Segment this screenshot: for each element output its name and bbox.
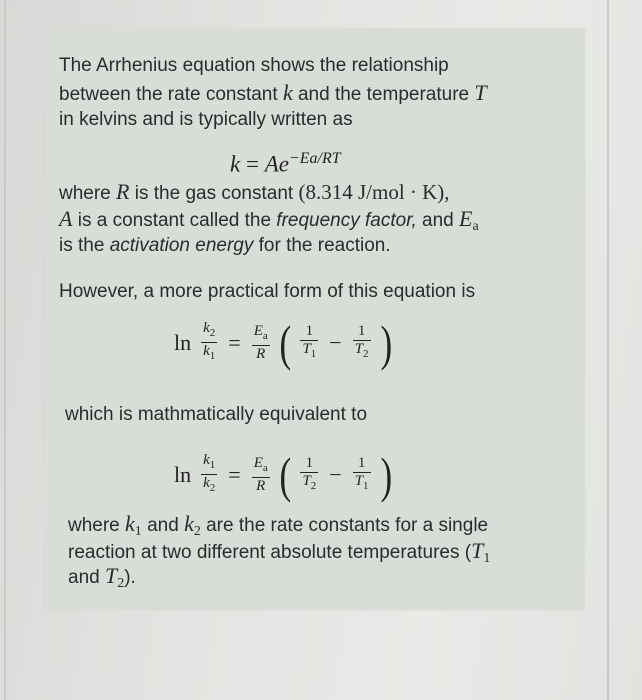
t1-subscript: 1 [483, 551, 491, 566]
eq2-den-sub: 1 [209, 350, 216, 362]
arrhenius-equation [230, 150, 341, 178]
eq3-den-sub: 2 [209, 482, 216, 494]
eq2-inv-temp-a [300, 323, 318, 363]
eq1-exponent: −Ea/RT [288, 150, 341, 167]
k1-subscript: 1 [134, 524, 142, 539]
paragraph-equivalent [65, 401, 367, 428]
final-rest-text: are the rate constants for a single [200, 515, 489, 536]
eq3-tb-sub: 1 [363, 479, 369, 492]
eq2-ln: ln [174, 329, 192, 355]
eq3-one-a: 1 [300, 455, 318, 473]
intro-text-3: in kelvins and is typically written as [59, 109, 353, 130]
eq2-right-paren: ) [380, 314, 392, 371]
eq2-num-sub: 2 [209, 327, 216, 339]
is-the-text: is the [59, 235, 110, 256]
activation-energy-term: activation energy [109, 235, 254, 256]
paragraph-intro-line3 [59, 106, 353, 133]
k1-symbol: k [125, 511, 135, 536]
eq2-ea-over-r [252, 323, 270, 363]
activation-energy-symbol: E [459, 206, 473, 231]
eq2-r: R [256, 345, 266, 362]
eq1-lhs: k [230, 151, 241, 177]
eq2-minus: − [329, 329, 342, 355]
eq2-left-paren: ( [279, 314, 291, 371]
gas-constant-text: is the gas constant [129, 183, 299, 204]
paragraph-intro-line1 [59, 52, 449, 79]
eq2-ta: T [302, 340, 311, 357]
equivalent-text: which is mathmatically equivalent to [65, 404, 368, 425]
final-and-text: and [141, 515, 185, 536]
for-reaction-text: for the reaction. [253, 235, 391, 256]
eq3-equals: = [228, 461, 241, 487]
eq3-r: R [256, 477, 266, 494]
eq3-minus: − [329, 461, 342, 487]
paragraph-final-line3 [68, 562, 136, 597]
gas-constant-symbol: R [116, 179, 130, 204]
and-text: and [416, 210, 460, 231]
intro-text-2b: and the temperature [292, 84, 475, 105]
intro-text-2a: between the rate constant [59, 84, 283, 105]
eq3-inv-temp-a [300, 455, 318, 495]
gas-constant-value: (8.314 J/mol · K), [298, 180, 450, 204]
eq3-left-paren: ( [279, 446, 291, 503]
eq3-ea-e: E [253, 454, 263, 471]
paragraph-practical-form [59, 278, 475, 305]
paragraph-intro-line2 [59, 79, 487, 108]
content-card [44, 28, 585, 610]
eq3-ta-sub: 2 [310, 479, 317, 492]
frequency-factor-symbol: A [59, 206, 73, 231]
eq2-tb-sub: 2 [363, 347, 369, 360]
where-text: where [59, 183, 117, 204]
eq3-ea-over-r [252, 455, 270, 495]
eq3-ta: T [302, 472, 311, 489]
eq3-den-k: k [203, 475, 210, 491]
factor-pre-text: is a constant called the [72, 210, 277, 231]
t2-symbol: T [104, 563, 118, 588]
equation-log-form-1 [174, 314, 394, 371]
eq1-rhs: Ae [264, 151, 289, 177]
background-line-left [4, 0, 6, 700]
final-line3-pre: and [68, 567, 105, 588]
practical-form-text: However, a more practical form of this equation is [59, 281, 476, 302]
final-line3-post: ). [124, 567, 136, 588]
temperature-symbol: T [474, 80, 487, 105]
equation-log-form-2 [174, 446, 394, 503]
eq3-ratio [201, 452, 217, 497]
eq2-den-k: k [203, 343, 210, 359]
final-where-text: where [68, 515, 126, 536]
eq2-ta-sub: 1 [310, 347, 317, 360]
eq3-right-paren: ) [380, 446, 392, 503]
frequency-factor-term: frequency factor, [276, 210, 417, 231]
eq3-tb: T [354, 472, 364, 489]
eq2-ratio [201, 320, 217, 365]
eq3-num-k: k [203, 452, 210, 468]
eq2-one-b: 1 [353, 323, 371, 341]
intro-text-1: The Arrhenius equation shows the relationship [59, 55, 449, 76]
t1-symbol: T [471, 538, 484, 563]
paragraph-where-line1 [59, 178, 450, 207]
rate-constant-symbol: k [282, 80, 293, 105]
eq2-num-k: k [203, 320, 210, 336]
eq1-equals: = [245, 151, 259, 177]
final-line2-text: reaction at two different absolute temperatures ( [68, 542, 472, 563]
paragraph-where-line3 [59, 232, 391, 259]
eq2-tb: T [354, 340, 364, 357]
eq3-num-sub: 1 [209, 459, 216, 471]
eq2-one-a: 1 [300, 323, 318, 341]
t2-subscript: 2 [117, 576, 125, 591]
eq2-ea-e: E [253, 322, 263, 339]
eq3-inv-temp-b [353, 455, 371, 495]
activation-energy-subscript: a [472, 219, 479, 234]
eq3-ln: ln [174, 461, 192, 487]
k2-symbol: k [184, 511, 194, 536]
eq3-one-b: 1 [353, 455, 371, 473]
eq3-ea-sub: a [262, 461, 268, 474]
background-line-right [607, 0, 609, 700]
eq2-ea-sub: a [262, 329, 268, 342]
eq2-equals: = [228, 329, 241, 355]
k2-subscript: 2 [193, 524, 201, 539]
eq2-inv-temp-b [353, 323, 371, 363]
